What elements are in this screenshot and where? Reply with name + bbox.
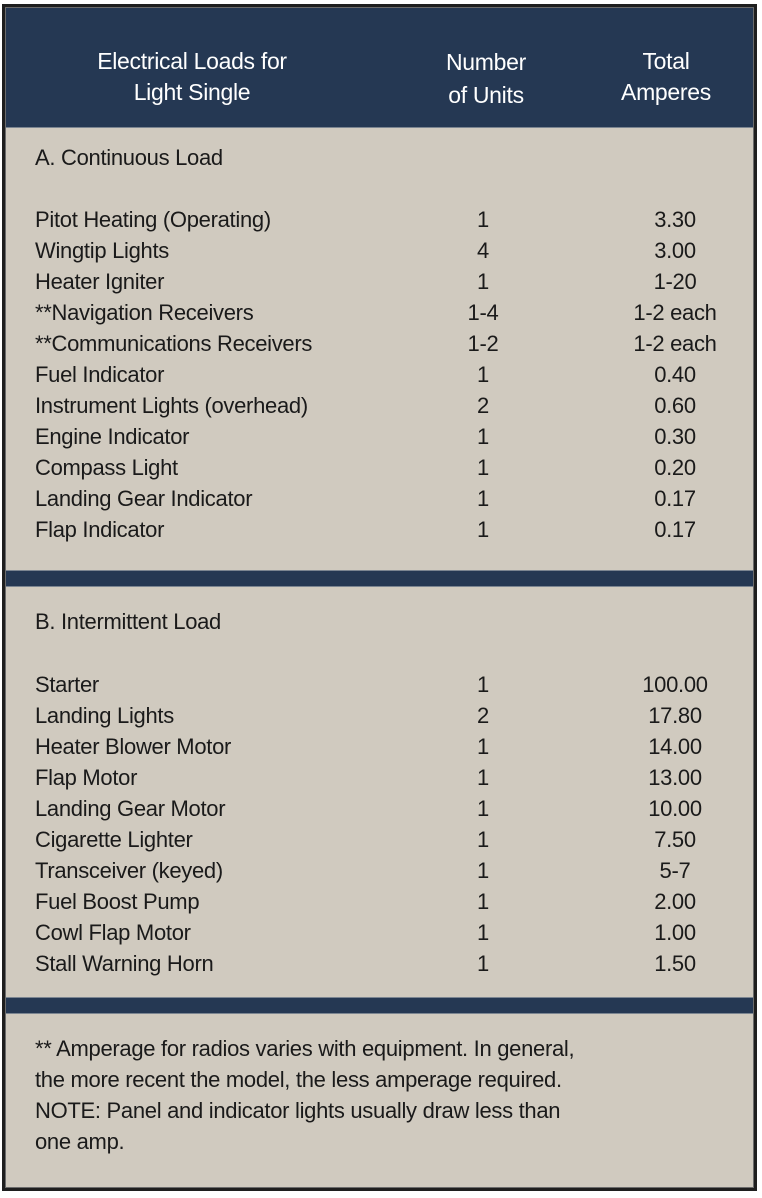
table-row <box>5 886 754 917</box>
table-row <box>5 390 754 421</box>
load-units: 1 <box>477 362 489 387</box>
table-row <box>5 669 754 700</box>
load-units: 1 <box>477 734 489 759</box>
table-row <box>5 328 754 359</box>
header-number-of-units <box>411 46 561 112</box>
load-units: 1 <box>477 517 489 542</box>
load-units: 1 <box>477 672 489 697</box>
load-amps: 17.80 <box>648 703 702 728</box>
load-units: 1 <box>477 765 489 790</box>
load-name: Flap Motor <box>35 765 138 790</box>
load-amps: 10.00 <box>648 796 702 821</box>
load-name: Fuel Indicator <box>35 362 165 387</box>
load-name: Cigarette Lighter <box>35 827 193 852</box>
load-amps: 100.00 <box>642 672 708 697</box>
load-amps: 0.60 <box>654 393 696 418</box>
load-name: **Navigation Receivers <box>35 300 254 325</box>
load-name: **Communications Receivers <box>35 331 313 356</box>
footnote-line: NOTE: Panel and indicator lights usually draw less than <box>35 1098 561 1123</box>
load-amps: 1-20 <box>653 269 697 294</box>
load-units: 1-4 <box>467 300 499 325</box>
table-row <box>5 948 754 979</box>
load-name: Heater Igniter <box>35 269 165 294</box>
header-total-amperes <box>591 46 741 108</box>
load-amps: 1-2 each <box>633 300 717 325</box>
load-units: 1 <box>477 207 489 232</box>
header-col3-line1: Total <box>642 48 690 74</box>
table-row <box>5 266 754 297</box>
table-row <box>5 762 754 793</box>
load-units: 1 <box>477 455 489 480</box>
table-row <box>5 514 754 545</box>
load-name: Wingtip Lights <box>35 238 169 263</box>
load-name: Transceiver (keyed) <box>35 858 223 883</box>
load-amps: 3.30 <box>654 207 696 232</box>
table-header <box>6 8 753 128</box>
load-units: 2 <box>477 393 489 418</box>
section-title-continuous-load: A. Continuous Load <box>35 145 223 170</box>
load-name: Fuel Boost Pump <box>35 889 200 914</box>
table-row <box>5 297 754 328</box>
load-units: 1-2 <box>467 331 499 356</box>
load-name: Pitot Heating (Operating) <box>35 207 271 232</box>
table-row <box>5 421 754 452</box>
load-name: Cowl Flap Motor <box>35 920 191 945</box>
header-col2-line1: Number <box>445 49 526 75</box>
load-amps: 7.50 <box>654 827 696 852</box>
load-name: Landing Lights <box>35 703 174 728</box>
load-name: Landing Gear Indicator <box>35 486 253 511</box>
load-name: Engine Indicator <box>35 424 190 449</box>
load-amps: 5-7 <box>659 858 691 883</box>
load-name: Stall Warning Horn <box>35 951 214 976</box>
continuous-load-rows <box>5 204 754 545</box>
load-units: 1 <box>477 920 489 945</box>
load-name: Compass Light <box>35 455 178 480</box>
load-units: 1 <box>477 796 489 821</box>
header-col3-line2: Amperes <box>621 79 711 105</box>
load-amps: 0.17 <box>654 486 696 511</box>
load-amps: 1-2 each <box>633 331 717 356</box>
load-units: 2 <box>477 703 489 728</box>
footnote-line: the more recent the model, the less amperage required. <box>35 1067 562 1092</box>
table-row <box>5 824 754 855</box>
table-row <box>5 917 754 948</box>
header-col1-line1: Electrical Loads for <box>97 48 287 74</box>
load-amps: 0.40 <box>654 362 696 387</box>
header-electrical-loads <box>62 46 322 108</box>
table-row <box>5 855 754 886</box>
load-name: Landing Gear Motor <box>35 796 226 821</box>
table-row <box>5 483 754 514</box>
load-units: 1 <box>477 269 489 294</box>
footnote-line: ** Amperage for radios varies with equipment. In general, <box>35 1036 575 1061</box>
load-amps: 0.30 <box>654 424 696 449</box>
load-units: 1 <box>477 486 489 511</box>
load-amps: 1.00 <box>654 920 696 945</box>
electrical-loads-table <box>2 4 757 1191</box>
load-units: 1 <box>477 858 489 883</box>
section-divider <box>6 997 753 1014</box>
header-col1-line2: Light Single <box>133 79 251 105</box>
load-amps: 3.00 <box>654 238 696 263</box>
load-units: 1 <box>477 951 489 976</box>
table-row <box>5 793 754 824</box>
load-amps: 0.20 <box>654 455 696 480</box>
table-row <box>5 731 754 762</box>
footnote <box>35 1033 715 1157</box>
load-amps: 2.00 <box>654 889 696 914</box>
table-row <box>5 359 754 390</box>
load-name: Heater Blower Motor <box>35 734 232 759</box>
load-amps: 14.00 <box>648 734 702 759</box>
load-name: Starter <box>35 672 99 697</box>
load-name: Flap Indicator <box>35 517 165 542</box>
table-row <box>5 700 754 731</box>
load-amps: 0.17 <box>654 517 696 542</box>
load-units: 1 <box>477 424 489 449</box>
table-row <box>5 204 754 235</box>
load-units: 1 <box>477 827 489 852</box>
table-row <box>5 452 754 483</box>
section-divider <box>6 570 753 587</box>
load-units: 4 <box>477 238 489 263</box>
footnote-line: one amp. <box>35 1129 125 1154</box>
intermittent-load-rows <box>5 669 754 979</box>
section-title-intermittent-load: B. Intermittent Load <box>35 609 221 634</box>
load-amps: 13.00 <box>648 765 702 790</box>
load-amps: 1.50 <box>654 951 696 976</box>
load-units: 1 <box>477 889 489 914</box>
load-name: Instrument Lights (overhead) <box>35 393 308 418</box>
table-row <box>5 235 754 266</box>
header-col2-line2: of Units <box>448 82 524 108</box>
